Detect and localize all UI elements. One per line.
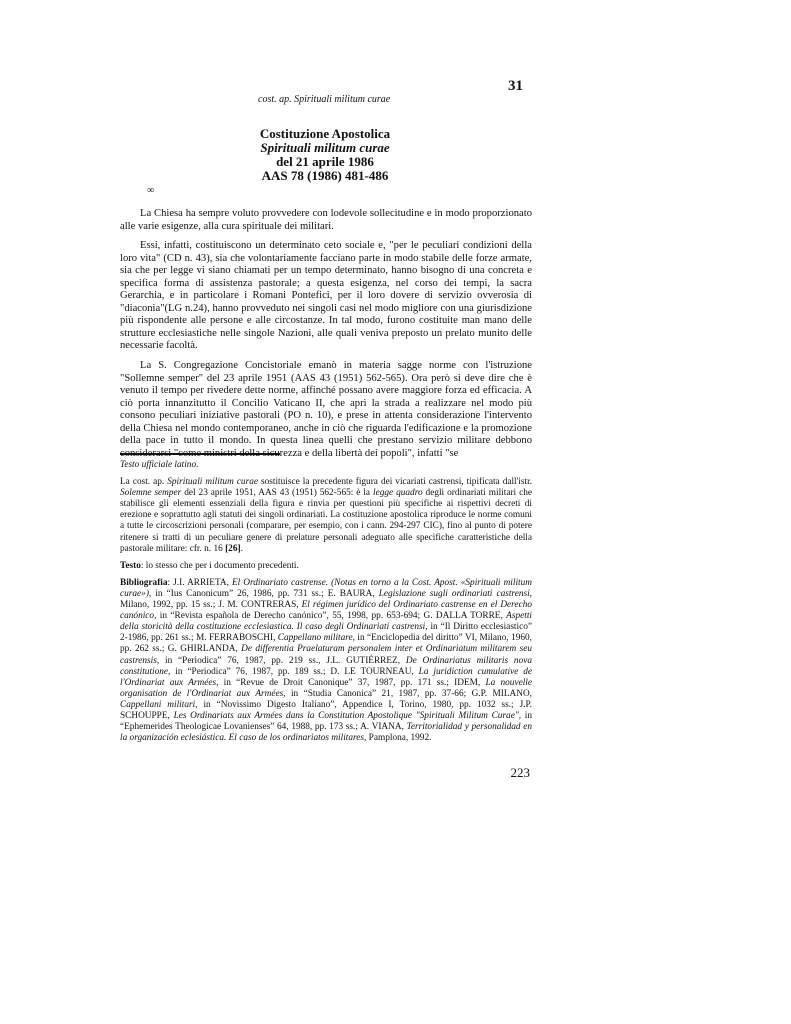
- bibliography-label: Bibliografia: [120, 577, 168, 588]
- bibliography-text: , Milano, 1992, pp. 15 ss.; J. M. CONTRERAS,: [120, 588, 532, 611]
- main-text: [120, 208, 532, 467]
- running-header: cost. ap. Spirituali militum curae: [258, 94, 391, 105]
- cross-reference: [26]: [225, 543, 241, 554]
- intro-text-4: degli ordinariati militari che stabilisce gli elementi essenziali della figura e rinvia per questioni più specifiche ai rispettivi decreti di erezione e soprattutto agli statuti dei singoli ordinariati. La costituzione apostolica riproduce le norme comuni a tutte le circoscrizioni personali (comparare, per esempio, con i cann. 294-297 CIC), fino al punto di potere ritenere si tratti di un peculiare genere di prelature personali adeguato alle specifiche caratteristiche della pastorale militare: cfr. n. 16: [120, 488, 532, 554]
- bibliography-title: Les Ordinariats aux Armées dans la Constitution Apostolique "Spirituali Militum Curae",: [173, 710, 522, 721]
- bibliography-title: Territorialidad y personalidad en la organización eclesiástica. El caso de los ordinariatos militares: [120, 722, 532, 744]
- bibliography-text: : J.I. ARRIETA,: [167, 577, 232, 588]
- intro-note: [120, 477, 532, 555]
- bibliography-title: De Ordinariatus militaris nova constitutione: [120, 655, 532, 677]
- page-number: 223: [510, 765, 530, 780]
- intro-text-1: La cost. ap.: [120, 477, 168, 488]
- testo-note: [120, 561, 532, 572]
- bibliography-text: , in “Studia Canonica” 21, 1987, pp. 37-66; G.P. MILANO,: [283, 688, 532, 699]
- bibliography-text: , in “Ius Canonicum” 26, 1986, pp. 731 ss.; E. BAURA,: [148, 588, 379, 599]
- bibliography-text: , in “Enciclopedia del diritto” VI, Milano, 1960, pp. 262 ss.; G. GHIRLANDA,: [120, 633, 532, 655]
- bibliography-text: in “Ephemerides Theologicae Lovanienses” 64, 1988, pp. 173 ss.; A. VIANA,: [120, 710, 533, 733]
- intro-italic-2: Solemne semper: [120, 488, 182, 499]
- bibliography-text: , in “Periodica” 76, 1987, pp. 189 ss.; D. LE TOURNEAU,: [168, 666, 419, 677]
- bibliography: [120, 578, 532, 744]
- bibliography-text: , in “Periodica” 76, 1987, pp. 219 ss., J.L. GUTIÉRREZ,: [156, 655, 406, 666]
- body-paragraph-2: Essi, infatti, costituiscono un determinato ceto sociale e, "per le peculiari condizioni della loro vita" (CD n. 43), sia che volontariamente facciano parte in modo stabile delle forze armate, sia che per legge vi siano chiamati per un tempo determinato, hanno bisogno di una concreta e specifica forma di assistenza pastorale; a questa esigenza, nel corso dei tempi, la sacra Gerarchia, e in particolare i Romani Pontefici, per il loro dovere di servizio ovverosia di "diaconia"(LG n.24), hanno provveduto nei singoli casi nel modo migliore con una giurisdizione più rispondente alle persone e alle circostanze. In tal modo, furono costituite man mano delle strutture ecclesiastiche nelle singole Nazioni, alle quali veniva preposto un prelato munito delle necessarie facoltà.: [120, 240, 532, 352]
- body-paragraph-1: La Chiesa ha sempre voluto provvedere con lodevole sollecitudine e in modo proporzionato alle varie esigenze, alla cura spirituale dei militari.: [120, 208, 532, 232]
- title-line-4: AAS 78 (1986) 481-486: [261, 168, 389, 183]
- bibliography-title: Aspetti della storicità della costituzione ecclesiastica. Il caso degli Ordinariati castrensi: [120, 611, 532, 633]
- bibliography-title: Legislazione sugli ordinariati castrensi: [378, 588, 530, 599]
- title-line-3: del 21 aprile 1986: [276, 154, 374, 169]
- infinity-symbol: ∞: [147, 185, 155, 196]
- bibliography-text: , in “Il Diritto ecclesiastico” 2-1986, pp. 261 ss.; M. FERRABOSCHI,: [120, 622, 532, 644]
- bibliography-title: La nouvelle organisation de l'Ordinariat aux Armées: [120, 677, 532, 699]
- bibliography-title: Cappellani militari: [120, 699, 196, 710]
- document-number: 31: [508, 78, 523, 94]
- body-paragraph-3: La S. Congregazione Concistoriale emanò in materia sagge norme con l'istruzione "Sollemne semper" del 23 aprile 1951 (AAS 43 (1951) 562-565). Ora però si deve dire che è venuto il tempo per rivedere dette norme, affinché possano avere maggiore forza ed efficacia. A ciò porta innanzitutto il Concilio Vaticano II, che aprì la strada a realizzare nel modo più consono peculiari iniziative pastorali (PO n. 10), e prese in attenta considerazione l'intervento della Chiesa nel mondo contemporaneo, anche in ciò che riguarda l'edificazione e la promozione della pace in tutto il mondo. In questa linea quelli che prestano servizio militare debbono considerarsi "come ministri della sicurezza e della libertà dei popoli", infatti "se: [120, 360, 532, 459]
- intro-text-2: sostituisce la precedente figura dei vicariati castrensi, tipificata dall'istr.: [257, 477, 532, 488]
- bibliography-title: El régimen jurídico del Ordinariato castrense en el Derecho canónico: [120, 600, 532, 622]
- intro-text-3: del 23 aprile 1951, AAS 43 (1951) 562-565: è la: [181, 488, 374, 499]
- title-block: [120, 127, 530, 183]
- bibliography-text: , in “Revista española de Derecho canónico”, 55, 1998, pp. 653-694; G. DALLA TORRE,: [154, 611, 507, 622]
- bibliography-title: El Ordinariato castrense. (Notas en torno a la Cost. Apost. «Spirituali militum curae»): [120, 577, 532, 599]
- bibliography-entries: [120, 578, 532, 743]
- bibliography-title: De differentia Praelaturam personalem inter et Ordinariatum militarem seu castrensis: [120, 644, 533, 666]
- bibliography-text: , in “Revue de Droit Canonique” 37, 1987, pp. 171 ss.; IDEM,: [216, 677, 486, 688]
- bibliography-text: , in “Novissimo Digesto Italiano”, Appendice I, Torino, 1980, pp. 1032 ss.; J.P. SCHOUPPE,: [120, 699, 532, 721]
- testo-text: : lo stesso che per i documento precedenti.: [140, 560, 299, 571]
- bibliography-title: La juridiction cumulative de l'Ordinariat aux Armées: [120, 666, 533, 688]
- official-text-note: Testo ufficiale latino.: [120, 460, 199, 470]
- intro-text-5: .: [240, 543, 243, 554]
- footnote-divider: [120, 453, 280, 455]
- bibliography-title: Cappellano militare: [277, 633, 353, 644]
- intro-italic-1: Spirituali militum curae: [167, 477, 258, 488]
- title-line-2: Spirituali militum curae: [260, 140, 390, 155]
- intro-italic-3: legge quadro: [373, 488, 423, 499]
- title-line-1: Costituzione Apostolica: [259, 126, 391, 141]
- bibliography-text: , Pamplona, 1992.: [364, 733, 432, 744]
- notes-section: [120, 460, 532, 750]
- testo-label: Testo: [120, 560, 141, 571]
